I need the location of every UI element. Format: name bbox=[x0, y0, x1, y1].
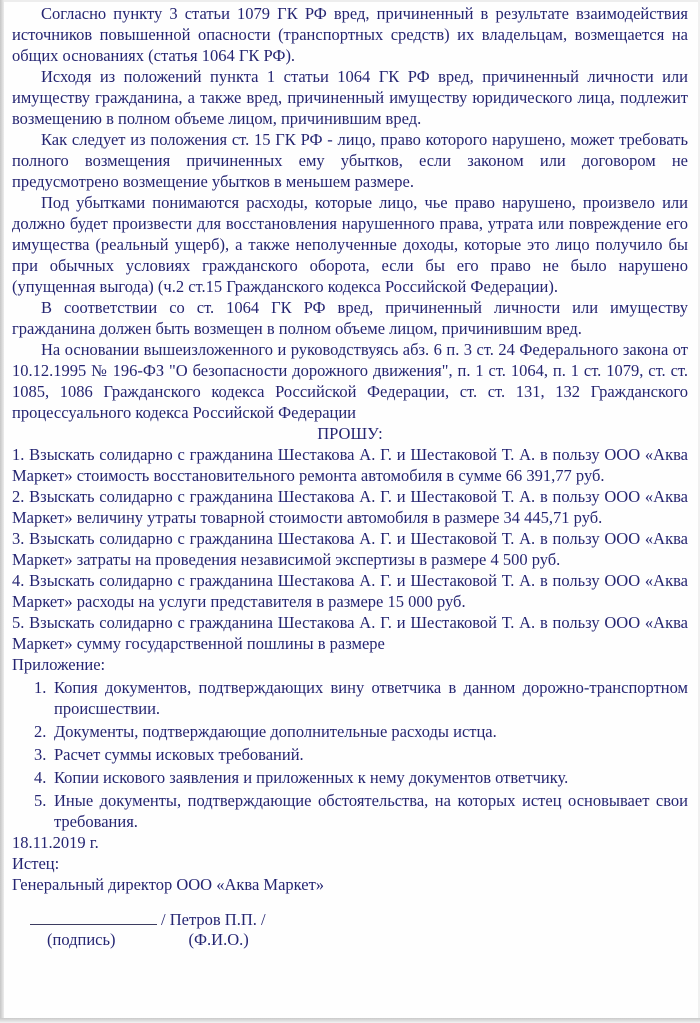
appendix-item-text: Иные документы, подтверждающие обстоятельства, на которых истец основывает свои требования. bbox=[54, 791, 688, 831]
appendix-item bbox=[12, 790, 688, 832]
signatory-name: / Петров П.П. / bbox=[161, 910, 266, 929]
signature-caption: (подпись) bbox=[47, 930, 116, 949]
appendix-item-number: 4. bbox=[34, 768, 47, 787]
claim-item: 4. Взыскать солидарно с гражданина Шестакова А. Г. и Шестаковой Т. А. в пользу ООО «Аква Маркет» расходы на услуги представителя в размере 15 000 руб. bbox=[12, 571, 688, 611]
appendix-item bbox=[12, 677, 688, 719]
body-paragraph: Исходя из положений пункта 1 статьи 1064 ГК РФ вред, причиненный личности или имуществу гражданина, а также вред, причиненный имуществу юридического лица, подлежит возмещению в полном объеме лицом, причинившим вред. bbox=[12, 67, 688, 128]
claim-item: 5. Взыскать солидарно с гражданина Шестакова А. Г. и Шестаковой Т. А. в пользу ООО «Аква Маркет» сумму государственной пошлины в размере bbox=[12, 613, 688, 653]
fio-caption: (Ф.И.О.) bbox=[188, 930, 249, 949]
signature-captions bbox=[12, 930, 688, 949]
body-paragraph: Согласно пункту 3 статьи 1079 ГК РФ вред, причиненный в результате взаимодействия источников повышенной опасности (транспортных средств) их владельцам, возмещается на общих основаниях (статья 1064 ГК РФ). bbox=[12, 4, 688, 65]
document-date: 18.11.2019 г. bbox=[12, 833, 99, 852]
appendix-item-text: Копии искового заявления и приложенных к нему документов ответчику. bbox=[54, 768, 569, 787]
signature-underline bbox=[30, 911, 157, 925]
appendix-item-text: Копия документов, подтверждающих вину ответчика в данном дорожно-транспортном происшествии. bbox=[54, 678, 688, 718]
appendix-section bbox=[12, 654, 688, 832]
appendix-title: Приложение: bbox=[12, 655, 106, 674]
appendix-item bbox=[12, 744, 688, 765]
appendix-item-number: 1. bbox=[34, 678, 47, 697]
request-heading: ПРОШУ: bbox=[317, 424, 383, 443]
appendix-item-number: 2. bbox=[34, 722, 47, 741]
claim-item: 1. Взыскать солидарно с гражданина Шестакова А. Г. и Шестаковой Т. А. в пользу ООО «Аква Маркет» стоимость восстановительного ремонта автомобиля в сумме 66 391,77 руб. bbox=[12, 445, 688, 485]
claim-item: 2. Взыскать солидарно с гражданина Шестакова А. Г. и Шестаковой Т. А. в пользу ООО «Аква Маркет» величину утраты товарной стоимости автомобиля в размере 34 445,71 руб. bbox=[12, 487, 688, 527]
scan-edge-bottom bbox=[0, 1018, 700, 1023]
signature-row bbox=[12, 909, 688, 930]
appendix-item-number: 5. bbox=[34, 791, 47, 810]
plaintiff-position: Генеральный директор ООО «Аква Маркет» bbox=[12, 875, 325, 894]
appendix-item bbox=[12, 767, 688, 788]
scan-edge-left bbox=[0, 0, 4, 1023]
signature-block bbox=[12, 853, 688, 949]
claims-list bbox=[12, 444, 688, 654]
appendix-item-text: Документы, подтверждающие дополнительные расходы истца. bbox=[54, 722, 497, 741]
scan-edge-top bbox=[0, 0, 700, 2]
plaintiff-label: Истец: bbox=[12, 854, 60, 873]
body-paragraph: Как следует из положения ст. 15 ГК РФ - лицо, право которого нарушено, может требовать полного возмещения причиненных ему убытков, если законом или договором не предусмотрено возмещение убытков в меньшем размере. bbox=[12, 130, 688, 191]
body-paragraph: В соответствии со ст. 1064 ГК РФ вред, причиненный личности или имуществу гражданина должен быть возмещен в полном объеме лицом, причинившим вред. bbox=[12, 298, 688, 338]
appendix-item bbox=[12, 721, 688, 742]
body-paragraph: Под убытками понимаются расходы, которые лицо, чье право нарушено, произвело или должно будет произвести для восстановления нарушенного права, утрата или повреждение его имущества (реальный ущерб), а также неполученные доходы, которые это лицо получило бы при обычных условиях гражданского оборота, если бы его право не было нарушено (упущенная выгода) (ч.2 ст.15 Гражданского кодекса Российской Федерации). bbox=[12, 193, 688, 296]
appendix-item-number: 3. bbox=[34, 745, 47, 764]
claim-item: 3. Взыскать солидарно с гражданина Шестакова А. Г. и Шестаковой Т. А. в пользу ООО «Аква Маркет» затраты на проведения независимой экспертизы в размере 4 500 руб. bbox=[12, 529, 688, 569]
appendix-item-text: Расчет суммы исковых требований. bbox=[54, 745, 304, 764]
body-paragraph: На основании вышеизложенного и руководствуясь абз. 6 п. 3 ст. 24 Федерального закона от 10.12.1995 № 196-ФЗ "О безопасности дорожного движения", п. 1 ст. 1064, п. 1 ст. 1079, ст. ст. 1085, 1086 Гражданского кодекса Российской Федерации, ст. ст. 131, 132 Гражданского процессуального кодекса Российской Федерации bbox=[12, 340, 688, 422]
